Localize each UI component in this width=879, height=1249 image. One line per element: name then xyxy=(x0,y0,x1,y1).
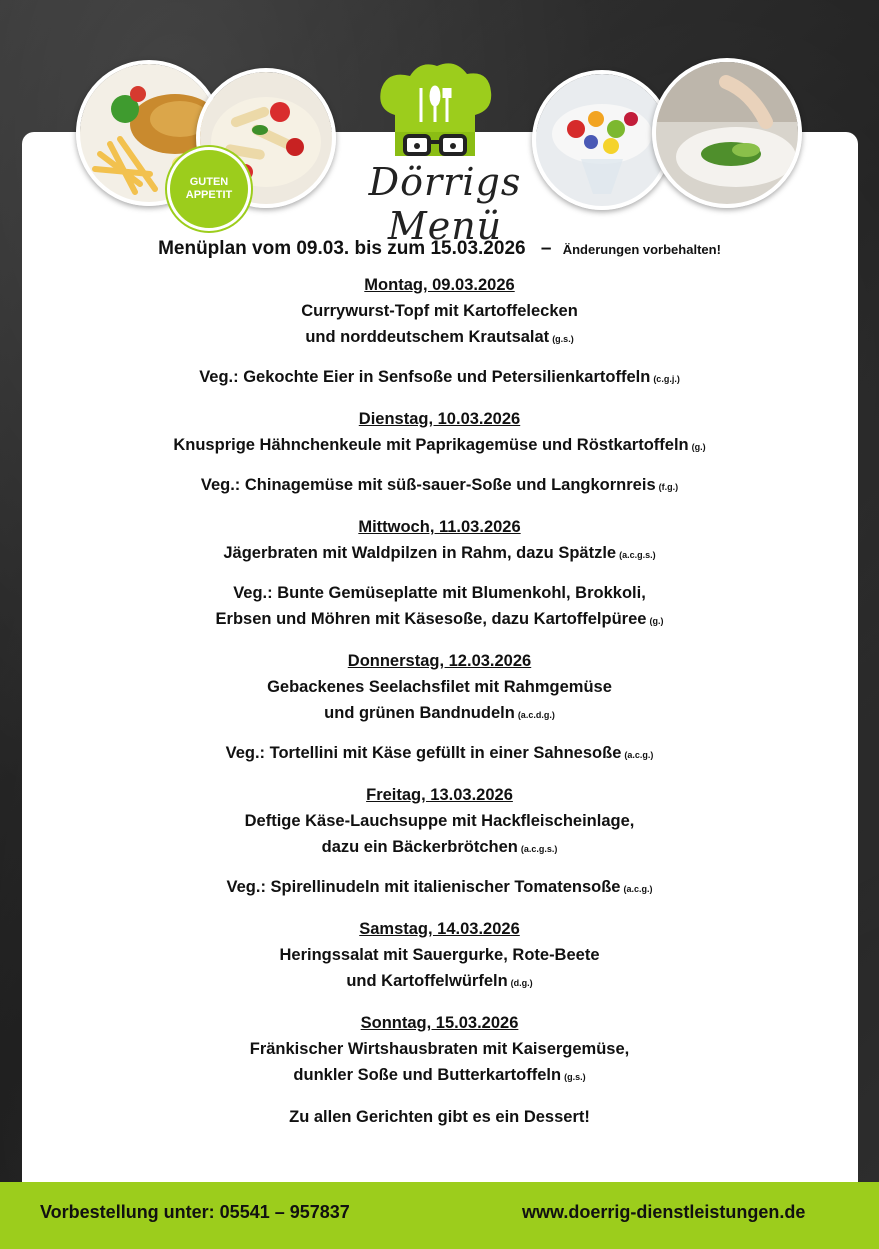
allergen-code: (g.) xyxy=(649,616,664,626)
dish-line-text: und Kartoffelwürfeln xyxy=(346,972,508,990)
veg-line-text: Veg.: Gekochte Eier in Senfsoße und Petersilienkartoffeln xyxy=(199,368,651,386)
dish-line-text: und grünen Bandnudeln xyxy=(324,704,515,722)
veg-line xyxy=(0,606,879,634)
dish-line-text: Currywurst-Topf mit Kartoffelecken xyxy=(301,302,578,320)
day-heading: Freitag, 13.03.2026 xyxy=(366,786,513,804)
day-block xyxy=(0,916,879,996)
dish-line xyxy=(0,432,879,460)
dessert-note: Zu allen Gerichten gibt es ein Dessert! xyxy=(289,1108,590,1126)
guten-appetit-badge xyxy=(167,147,251,231)
heading-dash: – xyxy=(540,238,552,259)
veg-line xyxy=(0,364,879,392)
dish-line-text: Gebackenes Seelachsfilet mit Rahmgemüse xyxy=(267,678,612,696)
dish-line xyxy=(0,1036,879,1062)
day-heading: Samstag, 14.03.2026 xyxy=(359,920,520,938)
dish-line xyxy=(0,700,879,728)
day-heading: Mittwoch, 11.03.2026 xyxy=(358,518,521,536)
veg-line-text: Erbsen und Möhren mit Käsesoße, dazu Kartoffelpüree xyxy=(215,610,647,628)
veg-line xyxy=(0,874,879,902)
day-heading: Montag, 09.03.2026 xyxy=(364,276,515,294)
menu-list xyxy=(0,272,879,1130)
day-heading: Donnerstag, 12.03.2026 xyxy=(347,652,532,670)
veg-line-text: Veg.: Bunte Gemüseplatte mit Blumenkohl, Brokkoli, xyxy=(233,584,646,602)
menu-title: Menüplan vom 09.03. bis zum 15.03.2026 xyxy=(158,238,526,259)
day-block xyxy=(0,782,879,902)
veg-option xyxy=(0,580,879,634)
day-block xyxy=(0,1010,879,1090)
allergen-code: (f.g.) xyxy=(658,482,679,492)
veg-option xyxy=(0,740,879,768)
day-heading: Sonntag, 15.03.2026 xyxy=(360,1014,519,1032)
veg-line xyxy=(0,740,879,768)
footer-bar xyxy=(0,1182,879,1249)
allergen-code: (a.c.g.s.) xyxy=(520,844,558,854)
chef-hat-logo-icon xyxy=(375,60,495,170)
allergen-code: (c.g.j.) xyxy=(653,374,680,384)
menu-heading xyxy=(0,238,879,260)
allergen-code: (g.s.) xyxy=(552,334,574,344)
brand-logo-text: Dörrigs Menü xyxy=(368,160,522,248)
veg-line-text: Veg.: Tortellini mit Käse gefüllt in einer Sahnesoße xyxy=(225,744,622,762)
veg-option xyxy=(0,364,879,392)
day-block xyxy=(0,648,879,768)
day-block xyxy=(0,272,879,392)
dish-line-text: dazu ein Bäckerbrötchen xyxy=(321,838,518,856)
veg-option xyxy=(0,874,879,902)
veg-line-text: Veg.: Spirellinudeln mit italienischer Tomatensoße xyxy=(226,878,621,896)
veg-option xyxy=(0,472,879,500)
veg-line xyxy=(0,472,879,500)
allergen-code: (a.c.g.s.) xyxy=(619,550,656,560)
dish-line xyxy=(0,324,879,352)
dish-line xyxy=(0,808,879,834)
changes-note: Änderungen vorbehalten! xyxy=(562,242,721,257)
allergen-code: (a.c.d.g.) xyxy=(517,710,555,720)
veg-line xyxy=(0,580,879,606)
dish-line-text: Fränkischer Wirtshausbraten mit Kaisergemüse, xyxy=(249,1040,630,1058)
dish-line-text: und norddeutschem Krautsalat xyxy=(305,328,550,346)
dish-line xyxy=(0,834,879,862)
dish-line-text: Jägerbraten mit Waldpilzen in Rahm, dazu Spätzle xyxy=(223,544,617,562)
veg-line-text: Veg.: Chinagemüse mit süß-sauer-Soße und Langkornreis xyxy=(200,476,656,494)
day-block xyxy=(0,514,879,634)
allergen-code: (g.s.) xyxy=(564,1072,586,1082)
allergen-code: (d.g.) xyxy=(510,978,533,988)
day-heading: Dienstag, 10.03.2026 xyxy=(358,410,521,428)
dish-line-text: Knusprige Hähnchenkeule mit Paprikagemüse und Röstkartoffeln xyxy=(173,436,689,454)
website-link[interactable]: www.doerrig-dienstleistungen.de xyxy=(522,1202,806,1222)
dish-line-text: dunkler Soße und Butterkartoffeln xyxy=(293,1066,562,1084)
allergen-code: (g.) xyxy=(691,442,706,452)
allergen-code: (a.c.g.) xyxy=(624,750,654,760)
dish-line-text: Heringssalat mit Sauergurke, Rote-Beete xyxy=(279,946,600,964)
dish-line xyxy=(0,942,879,968)
chef-plating-photo xyxy=(652,58,802,208)
day-block xyxy=(0,406,879,500)
allergen-code: (a.c.g.) xyxy=(623,884,653,894)
dish-line xyxy=(0,298,879,324)
dish-line xyxy=(0,674,879,700)
dish-line xyxy=(0,540,879,568)
badge-line2: APPETIT xyxy=(185,189,233,201)
dish-line xyxy=(0,968,879,996)
badge-line1: GUTEN xyxy=(189,176,229,188)
dish-line xyxy=(0,1062,879,1090)
dish-line-text: Deftige Käse-Lauchsuppe mit Hackfleischeinlage, xyxy=(244,812,635,830)
order-phone: Vorbestellung unter: 05541 – 957837 xyxy=(40,1202,350,1222)
